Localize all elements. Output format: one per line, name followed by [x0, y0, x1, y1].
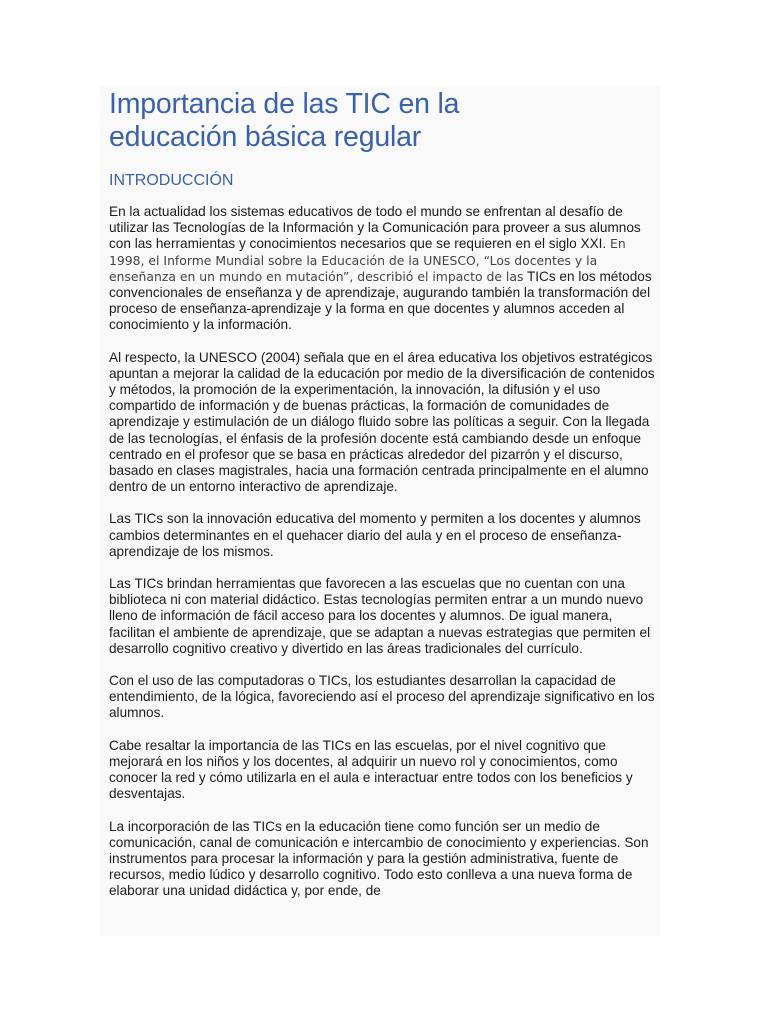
- section-heading: INTRODUCCIÓN: [109, 172, 234, 189]
- paragraph-4: Las TICs brindan herramientas que favorecen a las escuelas que no cuentan con una biblioteca ni con material didáctico. Estas tecnologías permiten entrar a un mundo nuevo lleno de información de fácil acceso para los docentes y alumnos. De igual manera, facilitan el ambiente de aprendizaje, que se adaptan a nuevas estrategias que permiten el desarrollo cognitivo creativo y divertido en las áreas tradicionales del currículo.: [109, 576, 651, 656]
- paragraph-1-unesco-report: En 1998, el Informe Mundial sobre la Educación de la UNESCO, “Los docentes y la enseñanza en un mundo en mutación”, describió el impacto de las: [109, 236, 626, 284]
- paragraph-5: Con el uso de las computadoras o TICs, los estudiantes desarrollan la capacidad de entendimiento, de la lógica, favoreciendo así el proceso del aprendizaje significativo en los alumnos.: [109, 673, 655, 721]
- title-line-1: Importancia de las TIC en la: [109, 88, 460, 120]
- paragraph-1-part-1: En la actualidad los sistemas educativos de todo el mundo se enfrentan al desafío de utilizar las Tecnologías de la Información y la Comunicación para proveer a sus alumnos con las herramientas y conocimientos necesarios que se requieren en el siglo XXI.: [109, 204, 641, 252]
- paragraph-3: Las TICs son la innovación educativa del momento y permiten a los docentes y alumnos cambios determinantes en el quehacer diario del aula y en el proceso de enseñanza-aprendizaje de los mismos.: [109, 511, 641, 559]
- paragraph-1: [109, 204, 660, 334]
- paragraph-1-part-3: TICs en los métodos convencionales de enseñanza y de aprendizaje, augurando también la transformación del proceso de enseñanza-aprendizaje y la forma en que docentes y alumnos acceden al conocimiento y la información.: [109, 268, 652, 333]
- document-title: [109, 88, 660, 154]
- title-line-2: educación básica regular: [109, 121, 422, 153]
- paragraph-2: Al respecto, la UNESCO (2004) señala que en el área educativa los objetivos estratégicos apuntan a mejorar la calidad de la educación por medio de la diversificación de contenidos y métodos, la promoción de la experimentación, la innovación, la difusión y el uso compartido de información y de buenas prácticas, la formación de comunidades de aprendizaje y estimulación de un diálogo fluido sobre las políticas a seguir. Con la llegada de las tecnologías, el énfasis de la profesión docente está cambiando desde un enfoque centrado en el profesor que se basa en prácticas alrededor del pizarrón y el discurso, basado en clases magistrales, hacia una formación centrada principalmente en el alumno dentro de un entorno interactivo de aprendizaje.: [109, 349, 655, 495]
- document-page: [100, 86, 660, 936]
- document-content: [109, 88, 660, 916]
- paragraph-6: Cabe resaltar la importancia de las TICs en las escuelas, por el nivel cognitivo que mejorará en los niños y los docentes, al adquirir un nuevo rol y conocimientos, como conocer la red y cómo utilizarla en el aula e interactuar entre todos con los beneficios y desventajas.: [109, 737, 633, 802]
- paragraph-7: La incorporación de las TICs en la educación tiene como función ser un medio de comunicación, canal de comunicación e intercambio de conocimiento y experiencias. Son instrumentos para procesar la información y para la gestión administrativa, fuente de recursos, medio lúdico y desarrollo cognitivo. Todo esto conlleva a una nueva forma de elaborar una unidad didáctica y, por ende, de: [109, 818, 649, 899]
